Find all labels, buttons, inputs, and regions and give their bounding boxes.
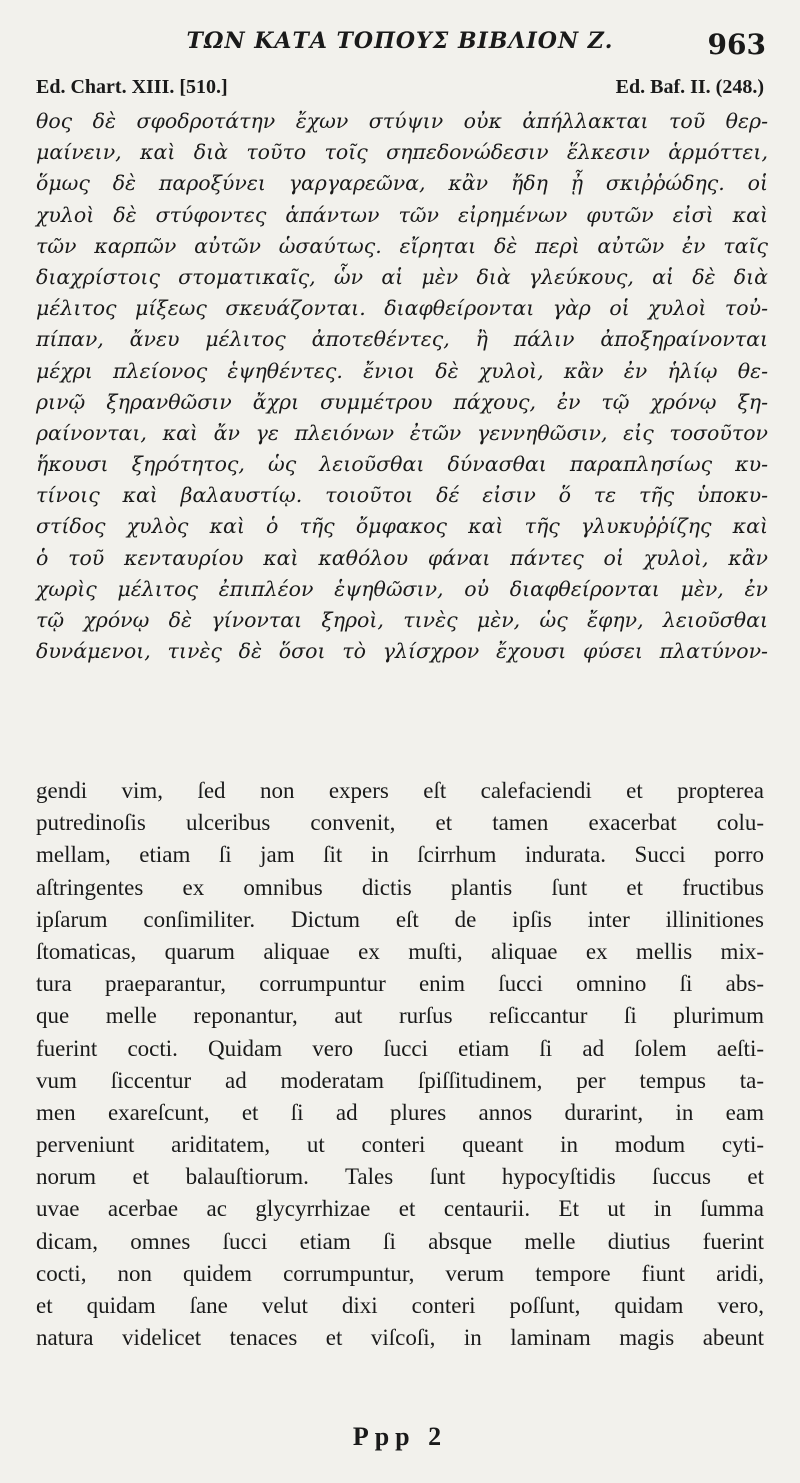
greek-text-line: χωρὶς μέλιτος ἐπιπλέον ἑψηθῶσιν, οὐ διαφθείρονται μὲν, ἐν <box>36 576 768 601</box>
latin-text-line: et quidam ſane velut dixi conteri poſſunt, quidam vero, <box>36 1293 764 1318</box>
latin-text-line: norum et balauſtiorum. Tales ſunt hypocyſtidis ſuccus et <box>36 1164 764 1190</box>
latin-text-line: putredinoſis ulceribus convenit, et tamen exacerbat colu- <box>36 810 764 836</box>
greek-text-line: δυνάμενοι, τινὲς δὲ ὅσοι τὸ γλίσχρον ἔχουσι φύσει πλατύνον- <box>36 639 768 664</box>
latin-text-line: vum ſiccentur ad moderatam ſpiſſitudinem, per tempus ta- <box>36 1067 764 1093</box>
latin-text-line: natura videlicet tenaces et viſcoſi, in laminam magis abeunt <box>36 1325 764 1351</box>
greek-text-line: ἥκουσι ξηρότητος, ὡς λειοῦσθαι δύνασθαι παραπλησίως κυ- <box>36 452 768 477</box>
greek-text-line: χυλοὶ δὲ στύφοντες ἁπάντων τῶν εἰρημένων φυτῶν εἰσὶ καὶ <box>36 202 768 227</box>
greek-text-line: στίδος χυλὸς καὶ ὁ τῆς ὄμφακος καὶ τῆς γλυκυῤῥίζης καὶ <box>36 514 768 539</box>
greek-text-line: ὁ τοῦ κενταυρίου καὶ καθόλου φάναι πάντες οἱ χυλοὶ, κἂν <box>36 545 768 570</box>
latin-text-line: aſtringentes ex omnibus dictis plantis ſunt et fructibus <box>36 874 764 900</box>
edition-reference-row <box>36 76 764 99</box>
latin-text-line: cocti, non quidem corrumpuntur, verum tempore fiunt aridi, <box>36 1260 764 1286</box>
latin-text-block <box>36 775 764 1354</box>
greek-text-line: ὅμως δὲ παροξύνει γαργαρεῶνα, κἂν ἤδη ᾖ σκιῤῥώδης. οἱ <box>36 171 768 196</box>
greek-text-line: ραίνονται, καὶ ἄν γε πλειόνων ἐτῶν γεννηθῶσιν, εἰς τοσοῦτον <box>36 420 768 445</box>
latin-text-line: que melle reponantur, aut rurſus reſiccantur ſi plurimum <box>36 1003 764 1029</box>
greek-text-line: τίνοις καὶ βαλαυστίῳ. τοιοῦτοι δέ εἰσιν ὅ τε τῆς ὑποκυ- <box>36 483 768 508</box>
greek-text-line: τῶν καρπῶν αὐτῶν ὡσαύτως. εἴρηται δὲ περὶ αὐτῶν ἐν ταῖς <box>36 233 768 258</box>
greek-text-line: μέχρι πλείονος ἑψηθέντες. ἔνιοι δὲ χυλοὶ, κἂν ἐν ἡλίῳ θε- <box>36 358 768 383</box>
latin-text-line: tura praeparantur, corrumpuntur enim ſucci omnino ſi abs- <box>36 971 764 997</box>
greek-text-line: πίπαν, ἄνευ μέλιτος ἀποτεθέντες, ἢ πάλιν ἀποξηραίνονται <box>36 327 768 352</box>
greek-text-line: τῷ χρόνῳ δὲ γίνονται ξηροὶ, τινὲς μὲν, ὡς ἔφην, λειοῦσθαι <box>36 608 768 632</box>
latin-text-line: gendi vim, ſed non expers eſt calefaciendi et propterea <box>36 778 764 803</box>
running-header-title: ΤΩΝ ΚΑΤΑ ΤΟΠΟΥΣ ΒΙΒΛΙΟΝ Ζ. <box>186 28 614 54</box>
greek-text-line: ρινῷ ξηρανθῶσιν ἄχρι συμμέτρου πάχους, ἐν τῷ χρόνῳ ξη- <box>36 389 768 414</box>
greek-text-block <box>36 106 768 667</box>
latin-text-line: perveniunt ariditatem, ut conteri queant in modum cyti- <box>36 1132 764 1158</box>
latin-text-line: mellam, etiam ſi jam ſit in ſcirrhum indurata. Succi porro <box>36 842 764 868</box>
edition-chart-reference: Ed. Chart. XIII. [510.] <box>36 76 228 98</box>
latin-text-line: dicam, omnes ſucci etiam ſi absque melle diutius fuerint <box>36 1228 764 1254</box>
greek-text-line: μαίνειν, καὶ διὰ τοῦτο τοῖς σηπεδονώδεσιν ἕλκεσιν ἁρμόττει, <box>36 140 768 165</box>
edition-basel-reference: Ed. Baf. II. (248.) <box>615 76 764 98</box>
page-number: 963 <box>707 28 766 61</box>
greek-text-line: θος δὲ σφοδροτάτην ἔχων στύψιν οὐκ ἀπήλλακται τοῦ θερ- <box>36 109 768 133</box>
greek-text-line: διαχρίστοις στοματικαῖς, ὧν αἱ μὲν διὰ γλεύκους, αἱ δὲ διὰ <box>36 264 768 289</box>
latin-text-line: fuerint cocti. Quidam vero ſucci etiam ſi ad ſolem aeſti- <box>36 1035 764 1061</box>
signature-mark: Ppp 2 <box>352 1422 448 1451</box>
latin-text-line: ipſarum conſimiliter. Dictum eſt de ipſis inter illinitiones <box>36 906 764 932</box>
latin-text-line: uvae acerbae ac glycyrrhizae et centaurii. Et ut in ſumma <box>36 1196 764 1222</box>
greek-text-line: μέλιτος μίξεως σκευάζονται. διαφθείρονται γὰρ οἱ χυλοὶ τοὐ- <box>36 296 768 321</box>
latin-text-line: men exareſcunt, et ſi ad plures annos durarint, in eam <box>36 1099 764 1125</box>
latin-text-line: ſtomaticas, quarum aliquae ex muſti, aliquae ex mellis mix- <box>36 938 764 964</box>
